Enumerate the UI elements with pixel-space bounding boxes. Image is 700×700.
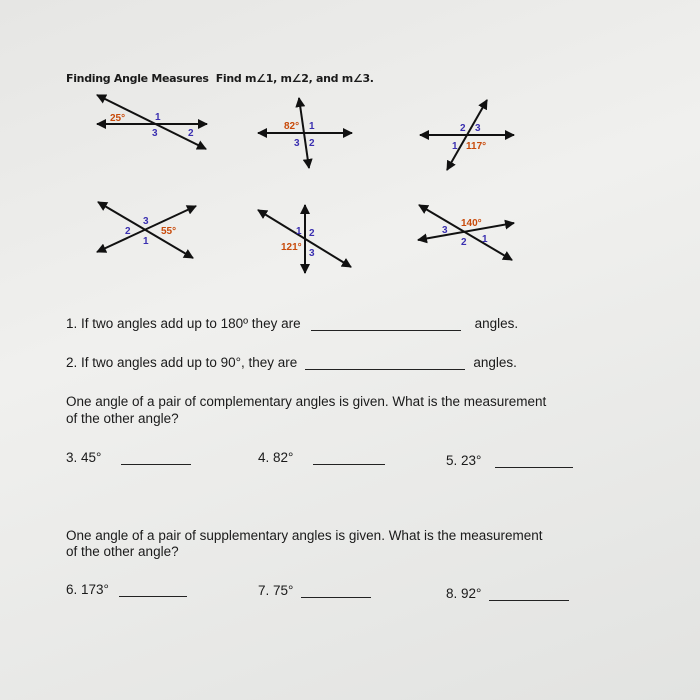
angle-label: 1: [143, 236, 149, 247]
given-angle: 117°: [466, 141, 487, 152]
angle-label: 1: [296, 226, 302, 237]
angle-label: 1: [482, 234, 488, 245]
given-angle: 82°: [284, 121, 300, 132]
given-angle: 55°: [161, 226, 177, 237]
complementary-prompt-2: of the other angle?: [66, 411, 179, 426]
question-2: 2. If two angles add up to 90°, they are angles.: [66, 355, 517, 370]
angle-label: 3: [475, 123, 481, 134]
supplementary-prompt-2: of the other angle?: [66, 544, 179, 559]
title-heading: Finding Angle Measures: [66, 72, 209, 85]
question-6: 6. 173°: [66, 582, 187, 597]
answer-blank[interactable]: [495, 455, 573, 468]
supplementary-prompt: One angle of a pair of supplementary angles is given. What is the measurement: [66, 528, 543, 543]
question-7: 7. 75°: [258, 583, 371, 598]
angle-label: 1: [155, 112, 161, 123]
angle-label: 2: [460, 123, 466, 134]
given-angle: 121°: [281, 242, 302, 253]
angle-label: 2: [188, 128, 194, 139]
angle-label: 2: [125, 226, 131, 237]
answer-blank[interactable]: [313, 452, 385, 465]
answer-blank[interactable]: [121, 452, 191, 465]
angle-label: 3: [152, 128, 158, 139]
answer-blank[interactable]: [301, 585, 371, 598]
given-angle: 25°: [110, 113, 126, 124]
angle-label: 3: [309, 248, 315, 259]
complementary-prompt: One angle of a pair of complementary angles is given. What is the measurement: [66, 394, 547, 409]
angle-label: 3: [294, 138, 300, 149]
angle-label: 1: [452, 141, 458, 152]
angle-label: 2: [309, 228, 315, 239]
question-8: 8. 92°: [446, 586, 569, 601]
angle-label: 2: [309, 138, 315, 149]
answer-blank[interactable]: [305, 357, 465, 370]
angle-label: 3: [442, 225, 448, 236]
given-angle: 140°: [461, 218, 482, 229]
question-1: 1. If two angles add up to 180º they are angles.: [66, 316, 519, 331]
answer-blank[interactable]: [311, 318, 461, 331]
question-5: 5. 23°: [446, 453, 573, 468]
answer-blank[interactable]: [119, 584, 187, 597]
answer-blank[interactable]: [489, 588, 569, 601]
angle-label: 1: [309, 121, 315, 132]
question-3: 3. 45°: [66, 450, 191, 465]
angle-label: 2: [461, 237, 467, 248]
angle-label: 3: [143, 216, 149, 227]
question-4: 4. 82°: [258, 450, 385, 465]
title-instruction: Find m∠1, m∠2, and m∠3.: [215, 72, 374, 85]
